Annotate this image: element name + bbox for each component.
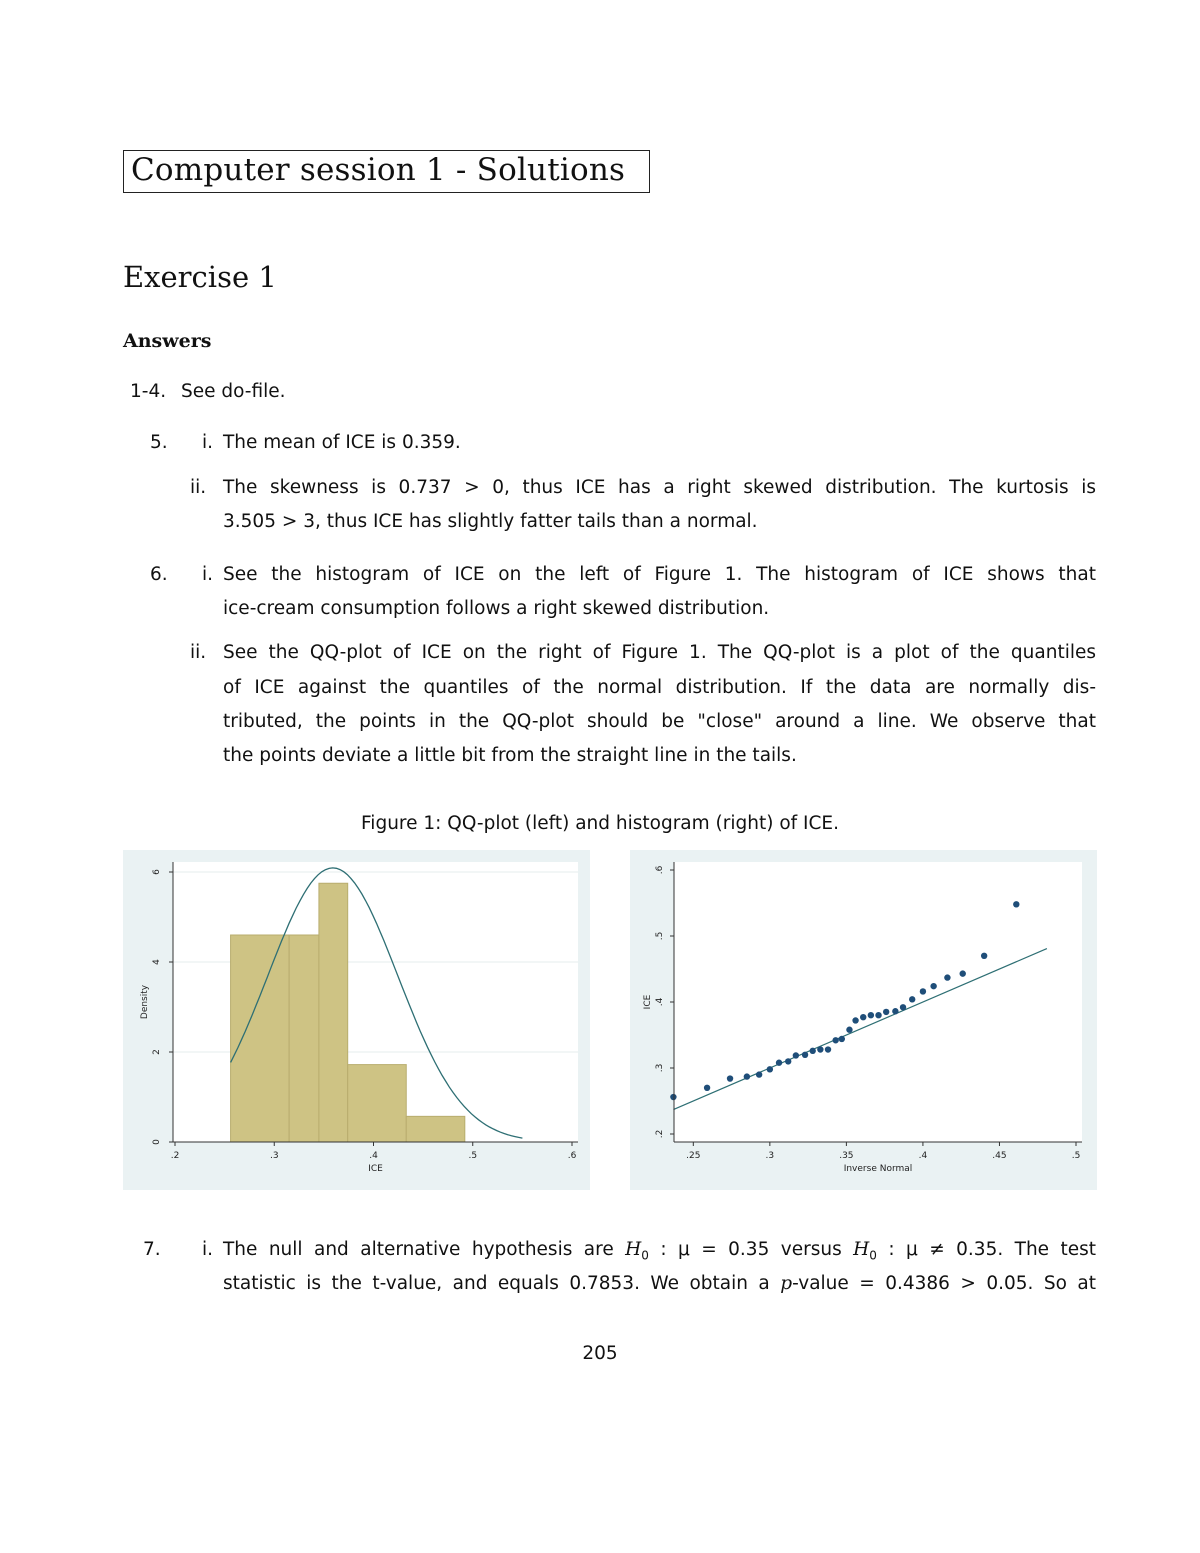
item-6-sublabel-ii: ii. xyxy=(190,642,207,663)
qq-point xyxy=(744,1073,750,1079)
item-number-1-4: 1-4. xyxy=(130,381,167,402)
item-5-sublabel-ii: ii. xyxy=(190,477,207,498)
x-tick-label: .45 xyxy=(992,1151,1007,1161)
qq-point xyxy=(839,1036,845,1042)
h0-subscript-1: 0 xyxy=(641,1248,649,1263)
qq-point xyxy=(944,974,950,980)
h0-symbol-2: H xyxy=(853,1239,870,1260)
qq-point xyxy=(832,1037,838,1043)
qq-point xyxy=(909,996,915,1002)
qq-point xyxy=(756,1071,762,1077)
item-number-5: 5. xyxy=(150,432,168,453)
x-tick-label: .3 xyxy=(765,1151,775,1161)
qq-point xyxy=(960,970,966,976)
x-axis-label: ICE xyxy=(368,1164,383,1174)
item-6-ii-line-3: tributed, the points in the QQ-plot should be "close" around a line. We observe that xyxy=(223,711,1096,732)
item-7-line-1 xyxy=(223,1238,1096,1268)
x-tick-label: .5 xyxy=(1071,1151,1081,1161)
qq-point xyxy=(785,1058,791,1064)
y-tick-label: .3 xyxy=(655,1063,665,1073)
item-number-7: 7. xyxy=(143,1239,161,1260)
qq-plot-svg xyxy=(630,850,1097,1190)
qq-point xyxy=(810,1048,816,1054)
item-6-ii-line-4: the points deviate a little bit from the straight line in the tails. xyxy=(223,745,797,766)
qq-point xyxy=(802,1052,808,1058)
qq-point xyxy=(875,1012,881,1018)
qq-point xyxy=(704,1085,710,1091)
item-5-text-i: The mean of ICE is 0.359. xyxy=(223,432,461,453)
item-7-line-1-part-c: : μ ≠ 0.35. The test xyxy=(876,1239,1097,1260)
p-symbol: p xyxy=(780,1273,793,1294)
qq-point xyxy=(930,983,936,989)
qq-point xyxy=(670,1094,676,1100)
x-tick-label: .2 xyxy=(170,1151,180,1161)
x-axis-label: Inverse Normal xyxy=(843,1164,913,1174)
histogram-chart xyxy=(123,850,590,1190)
qq-point xyxy=(767,1066,773,1072)
plot-area xyxy=(674,862,1082,1142)
x-tick-label: .6 xyxy=(567,1151,577,1161)
qq-point xyxy=(727,1075,733,1081)
item-6-sublabel-i: i. xyxy=(202,564,214,585)
qq-point xyxy=(793,1052,799,1058)
item-text-1-4: See do-file. xyxy=(181,381,286,402)
figure-caption: Figure 1: QQ-plot (left) and histogram (right) of ICE. xyxy=(361,813,839,834)
y-tick-label: 6 xyxy=(152,869,162,875)
x-tick-label: .35 xyxy=(839,1151,854,1161)
qq-point xyxy=(883,1009,889,1015)
item-7-line-1-part-a: The null and alternative hypothesis are xyxy=(223,1239,626,1260)
qq-point xyxy=(900,1004,906,1010)
qq-point xyxy=(825,1046,831,1052)
item-number-6: 6. xyxy=(150,564,168,585)
item-6-ii-line-2: of ICE against the quantiles of the normal distribution. If the data are normally dis- xyxy=(223,677,1096,698)
page-number: 205 xyxy=(582,1343,618,1364)
qq-point xyxy=(1013,901,1019,907)
qq-point xyxy=(776,1060,782,1066)
y-tick-label: .4 xyxy=(655,997,665,1007)
y-tick-label: 0 xyxy=(152,1139,162,1145)
y-axis-label: ICE xyxy=(643,994,653,1010)
qq-point xyxy=(892,1008,898,1014)
exercise-heading: Exercise 1 xyxy=(123,260,277,294)
item-6-ii-line-1: See the QQ-plot of ICE on the right of Figure 1. The QQ-plot is a plot of the quantiles xyxy=(223,642,1096,663)
y-axis-label: Density xyxy=(140,984,150,1020)
y-tick-label: 2 xyxy=(152,1049,162,1055)
histogram-svg xyxy=(123,850,590,1190)
qq-point xyxy=(852,1017,858,1023)
item-6-i-line-1: See the histogram of ICE on the left of Figure 1. The histogram of ICE shows that xyxy=(223,564,1096,585)
qq-point xyxy=(981,953,987,959)
item-7-line-2-part-b: -value = 0.4386 > 0.05. So at xyxy=(792,1273,1096,1294)
qq-plot-chart xyxy=(630,850,1097,1190)
item-5-ii-line-2: 3.505 > 3, thus ICE has slightly fatter tails than a normal. xyxy=(223,511,758,532)
h0-subscript-2: 0 xyxy=(869,1248,877,1263)
item-7-line-2 xyxy=(223,1272,1096,1296)
histogram-bar xyxy=(319,883,348,1142)
item-7-line-2-part-a: statistic is the t-value, and equals 0.7853. We obtain a xyxy=(223,1273,781,1294)
item-7-line-1-part-b: : μ = 0.35 versus xyxy=(648,1239,854,1260)
y-tick-label: .6 xyxy=(655,865,665,875)
qq-point xyxy=(860,1014,866,1020)
item-7-sublabel-i: i. xyxy=(202,1239,214,1260)
answers-heading: Answers xyxy=(123,330,212,352)
h0-symbol-1: H xyxy=(625,1239,642,1260)
y-tick-label: .5 xyxy=(655,931,665,941)
histogram-bar xyxy=(348,1065,407,1142)
qq-point xyxy=(920,988,926,994)
item-5-ii-line-1: The skewness is 0.737 > 0, thus ICE has a right skewed distribution. The kurtosis is xyxy=(223,477,1096,498)
y-tick-label: .2 xyxy=(655,1129,665,1139)
page-title: Computer session 1 - Solutions xyxy=(131,152,626,188)
qq-point xyxy=(817,1046,823,1052)
x-tick-label: .4 xyxy=(918,1151,928,1161)
y-tick-label: 4 xyxy=(152,959,162,965)
qq-point xyxy=(846,1027,852,1033)
x-tick-label: .25 xyxy=(686,1151,701,1161)
qq-point xyxy=(868,1012,874,1018)
x-tick-label: .5 xyxy=(468,1151,478,1161)
item-6-i-line-2: ice-cream consumption follows a right skewed distribution. xyxy=(223,598,770,619)
histogram-bar xyxy=(231,935,290,1142)
histogram-bar xyxy=(289,935,319,1142)
x-tick-label: .4 xyxy=(369,1151,378,1161)
item-5-sublabel-i: i. xyxy=(202,432,214,453)
histogram-bar xyxy=(406,1116,465,1142)
x-tick-label: .3 xyxy=(269,1151,279,1161)
